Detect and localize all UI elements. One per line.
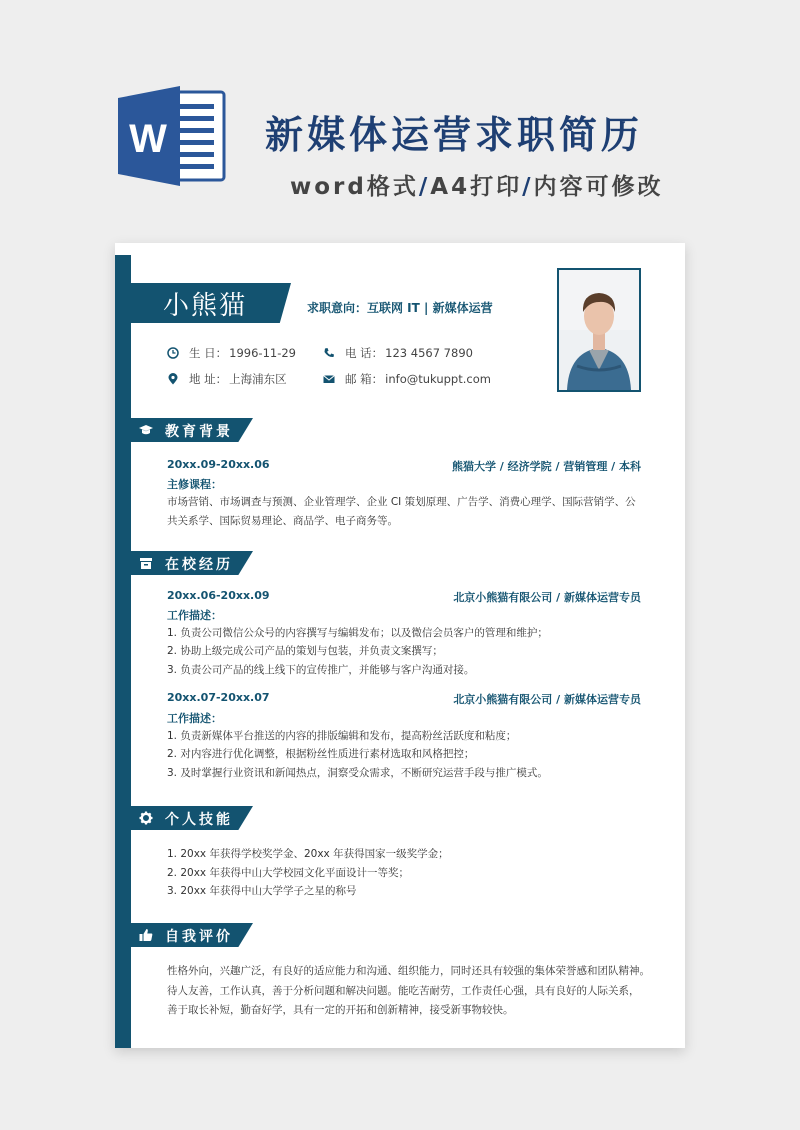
info-address: 地 址： 上海浦东区 <box>167 371 287 387</box>
experience-date: 20xx.07-20xx.07 <box>167 691 270 704</box>
skill-line: 2. 20xx 年获得中山大学校园文化平面设计一等奖； <box>167 867 409 879</box>
experience-line: 3. 负责公司产品的线上线下的宣传推广，并能够与客户沟通对接。 <box>167 664 475 676</box>
promo-header <box>0 0 800 240</box>
skill-line: 1. 20xx 年获得学校奖学金、20xx 年获得国家一级奖学金； <box>167 848 449 860</box>
phone-icon <box>323 347 335 359</box>
work-description-label: 工作描述： <box>167 712 222 725</box>
evaluation-line: 待人友善，工作认真，善于分析问题和解决问题。能吃苦耐劳，工作责任心强，具有良好的人际关系， <box>167 985 640 997</box>
section-title-experience: 在校经历 <box>165 557 233 573</box>
location-pin-icon <box>167 373 179 385</box>
section-title-skills: 个人技能 <box>165 812 233 828</box>
portrait-image <box>559 270 639 390</box>
experience-company: 北京小熊猫有限公司 / 新媒体运营专员 <box>453 591 641 604</box>
word-document-icon <box>118 84 228 188</box>
courses-line: 共关系学、国际贸易理论、商品学、电子商务等。 <box>167 515 398 527</box>
job-intent: 求职意向：互联网 IT | 新媒体运营 <box>307 301 493 315</box>
evaluation-line: 性格外向，兴趣广泛，有良好的适应能力和沟通、组织能力，同时还具有较强的集体荣誉感和团队精神。 <box>167 965 650 977</box>
experience-line: 3. 及时掌握行业资讯和新闻热点，洞察受众需求，不断研究运营手段与推广模式。 <box>167 767 548 779</box>
candidate-name: 小熊猫 <box>163 291 248 321</box>
resume-page <box>115 243 685 1048</box>
info-birth: 生 日： 1996-11-29 <box>167 345 296 361</box>
thumbs-up-icon <box>139 928 153 942</box>
gear-icon <box>139 811 153 825</box>
promo-title: 新媒体运营求职简历 <box>265 113 644 157</box>
experience-line: 2. 协助上级完成公司产品的策划与包装，并负责文案撰写； <box>167 645 443 657</box>
word-icon-letter: W <box>129 117 167 161</box>
clock-icon <box>167 347 179 359</box>
experience-line: 1. 负责新媒体平台推送的内容的排版编辑和发布，提高粉丝活跃度和粘度； <box>167 730 517 742</box>
skill-line: 3. 20xx 年获得中山大学学子之星的称号 <box>167 885 357 897</box>
info-email: 邮 箱： info@tukuppt.com <box>323 371 491 387</box>
section-title-education: 教育背景 <box>165 424 233 440</box>
inbox-icon <box>139 556 153 570</box>
courses-line: 市场营销、市场调查与预测、企业管理学、企业 CI 策划原理、广告学、消费心理学、国际营销学、公 <box>167 496 636 508</box>
education-date: 20xx.09-20xx.06 <box>167 458 270 471</box>
experience-line: 1. 负责公司微信公众号的内容撰写与编辑发布；以及微信会员客户的管理和维护； <box>167 627 548 639</box>
evaluation-line: 善于取长补短，勤奋好学，具有一定的开拓和创新精神，接受新事物较快。 <box>167 1004 514 1016</box>
work-description-label: 工作描述： <box>167 609 222 622</box>
experience-line: 2. 对内容进行优化调整，根据粉丝性质进行素材选取和风格把控； <box>167 748 475 760</box>
accent-sidebar <box>115 255 131 1048</box>
section-title-evaluation: 自我评价 <box>165 929 233 945</box>
info-phone: 电 话： 123 4567 7890 <box>323 345 473 361</box>
courses-label: 主修课程： <box>167 478 222 491</box>
experience-company: 北京小熊猫有限公司 / 新媒体运营专员 <box>453 693 641 706</box>
education-school: 熊猫大学 / 经济学院 / 营销管理 / 本科 <box>451 460 641 473</box>
graduation-cap-icon <box>139 423 153 437</box>
promo-subtitle: word格式/A4打印/内容可修改 <box>290 174 664 200</box>
mail-icon <box>323 373 335 385</box>
experience-date: 20xx.06-20xx.09 <box>167 589 270 602</box>
profile-photo <box>557 268 641 392</box>
